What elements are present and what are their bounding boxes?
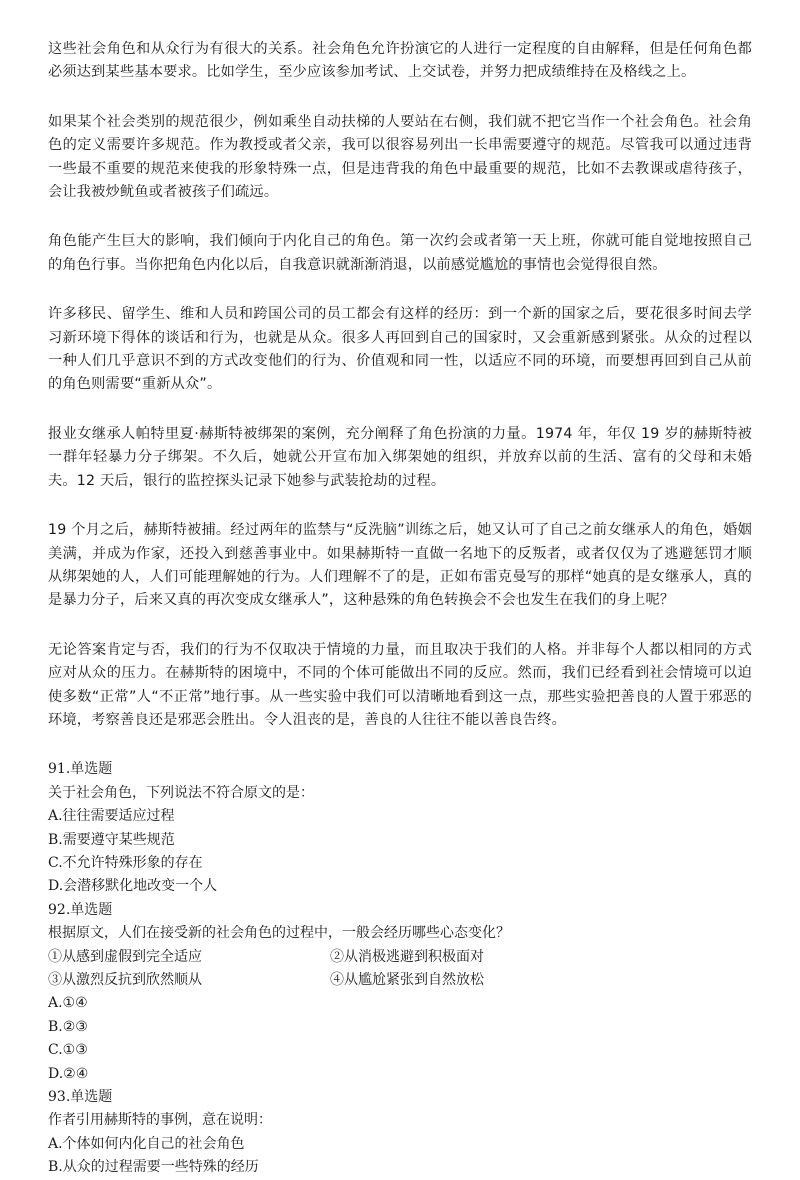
question-92-items-row-1 xyxy=(48,946,752,969)
question-92-item-1: ①从感到虚假到完全适应 xyxy=(48,948,202,965)
passage-paragraph-5: 报业女继承人帕特里夏·赫斯特被绑架的案例，充分阐释了角色扮演的力量。1974 年，年仅 19 岁的赫斯特被一群年轻暴力分子绑架。不久后，她就公开宣布加入绑架她的组织，并放弃以前的生活、富有的父母和未婚夫。12 天后，银行的监控探头记录下她参与武装抢劫的过程。 xyxy=(48,425,752,489)
question-92-option-c: C.①③ xyxy=(48,1042,88,1059)
passage-paragraph-6: 19 个月之后，赫斯特被捕。经过两年的监禁与“反洗脑”训练之后，她又认可了自己之前女继承人的角色，婚姻美满，并成为作家，还投入到慈善事业中。如果赫斯特一直做一名地下的反叛者，或者仅仅为了逃避惩罚才顺从绑架她的人，人们可能理解她的行为。人们理解不了的是，正如布雷克曼写的那样“她真的是女继承人，真的是暴力分子，后来又真的再次变成女继承人”，这种悬殊的角色转换会不会也发生在我们的身上呢？ xyxy=(48,522,752,609)
question-92-item-2: ②从消极逃避到积极面对 xyxy=(330,948,484,965)
passage-paragraph-4: 许多移民、留学生、维和人员和跨国公司的员工都会有这样的经历：到一个新的国家之后，要花很多时间去学习新环境下得体的谈话和行为，也就是从众。很多人再回到自己的国家时，又会重新感到紧张。从众的过程以一种人们几乎意识不到的方式改变他们的行为、价值观和同一性，以适应不同的环境，而要想再回到自己从前的角色则需要“重新从众”。 xyxy=(48,306,752,393)
question-91-number: 91.单选题 xyxy=(48,761,113,778)
question-92-number: 92.单选题 xyxy=(48,901,113,918)
question-block xyxy=(48,758,752,1179)
question-92-option-d: D.②④ xyxy=(48,1065,89,1082)
passage-paragraph-3: 角色能产生巨大的影响，我们倾向于内化自己的角色。第一次约会或者第一天上班，你就可能自觉地按照自己的角色行事。当你把角色内化以后，自我意识就渐渐消退，以前感觉尴尬的事情也会觉得很自然。 xyxy=(48,233,752,273)
question-92-item-4: ④从尴尬紧张到自然放松 xyxy=(330,972,484,988)
question-93-option-a: A.个体如何内化自己的社会角色 xyxy=(48,1135,245,1152)
question-91-stem: 关于社会角色，下列说法不符合原文的是： xyxy=(48,784,314,801)
question-93-stem: 作者引用赫斯特的事例，意在说明： xyxy=(48,1112,272,1129)
question-91-option-c: C.不允许特殊形象的存在 xyxy=(48,854,203,871)
question-92-option-a: A.①④ xyxy=(48,995,88,1012)
question-93-option-b: B.从众的过程需要一些特殊的经历 xyxy=(48,1159,259,1176)
question-91-option-b: B.需要遵守某些规范 xyxy=(48,831,175,848)
question-91-option-d: D.会潜移默化地改变一个人 xyxy=(48,878,218,895)
question-92-item-3: ③从激烈反抗到欣然顺从 xyxy=(48,972,202,988)
question-92-option-b: B.②③ xyxy=(48,1018,88,1035)
question-92-stem: 根据原文，人们在接受新的社会角色的过程中，一般会经历哪些心态变化？ xyxy=(48,925,510,942)
question-92-items-row-2 xyxy=(48,969,752,992)
passage-paragraph-7: 无论答案肯定与否，我们的行为不仅取决于情境的力量，而且取决于我们的人格。并非每个人都以相同的方式应对从众的压力。在赫斯特的困境中，不同的个体可能做出不同的反应。然而，我们已经看到社会情境可以迫使多数“正常”人“不正常”地行事。从一些实验中我们可以清晰地看到这一点，那些实验把善良的人置于邪恶的环境，考察善良还是邪恶会胜出。令人沮丧的是，善良的人往往不能以善良告终。 xyxy=(48,641,752,728)
document-page xyxy=(48,38,752,1180)
passage-paragraph-1: 这些社会角色和从众行为有很大的关系。社会角色允许扮演它的人进行一定程度的自由解释，但是任何角色都必须达到某些基本要求。比如学生，至少应该参加考试、上交试卷，并努力把成绩维持在及格线之上。 xyxy=(48,41,752,81)
question-91-option-a: A.往往需要适应过程 xyxy=(48,808,175,825)
question-93-number: 93.单选题 xyxy=(48,1089,113,1106)
passage-paragraph-2: 如果某个社会类别的规范很少，例如乘坐自动扶梯的人要站在右侧，我们就不把它当作一个社会角色。社会角色的定义需要许多规范。作为教授或者父亲，我可以很容易列出一长串需要遵守的规范。尽管我可以通过违背一些最不重要的规范来使我的形象特殊一点，但是违背我的角色中最重要的规范，比如不去教课或虐待孩子，会让我被炒鱿鱼或者被孩子们疏远。 xyxy=(48,113,752,201)
